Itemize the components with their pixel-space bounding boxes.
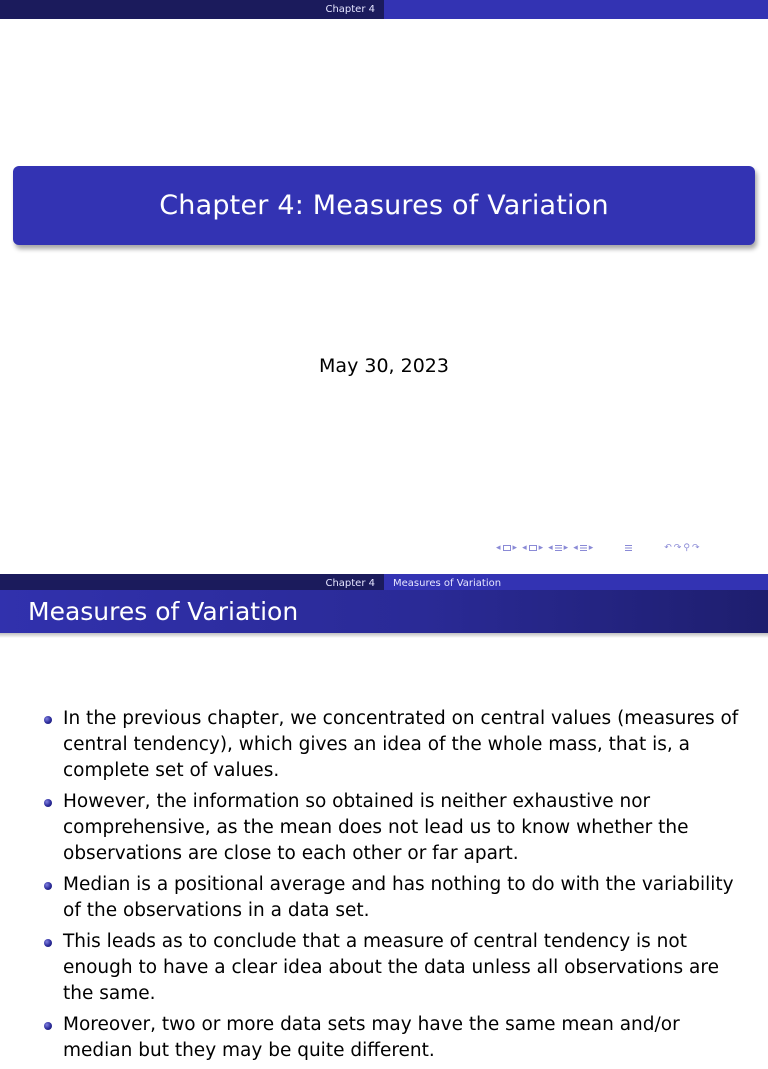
headline-subsection[interactable]: Measures of Variation bbox=[393, 578, 502, 589]
bullet-icon bbox=[44, 939, 52, 947]
headline-section[interactable]: Chapter 4 bbox=[325, 578, 375, 589]
bullet-icon bbox=[44, 716, 52, 724]
forward-icon: ↷ bbox=[673, 542, 682, 553]
navigation-symbols bbox=[496, 541, 699, 555]
bullet-text: This leads as to conclude that a measure of central tendency is not enough to have a clear idea about the data unless all observations are the same. bbox=[63, 931, 719, 1004]
slide-icon bbox=[503, 545, 511, 551]
bullet-text: However, the information so obtained is neither exhaustive nor comprehensive, as the mean does not lead us to know whether the observations are close to each other or far apart. bbox=[63, 791, 689, 864]
frame-title-bar bbox=[0, 590, 768, 633]
nav-document[interactable] bbox=[625, 545, 632, 552]
nav-subsection-arrows[interactable]: ◂ ▸ bbox=[548, 542, 569, 553]
list-item bbox=[42, 706, 754, 784]
section-icon bbox=[580, 545, 587, 552]
nav-slide-arrows[interactable]: ◂ ▸ bbox=[496, 542, 518, 553]
bullet-text: Median is a positional average and has nothing to do with the variability of the observations in a data set. bbox=[63, 874, 734, 921]
list-item bbox=[42, 789, 754, 867]
bullet-text: In the previous chapter, we concentrated on central values (measures of central tendency), which gives an idea of the whole mass, that is, a complete set of values. bbox=[63, 708, 739, 781]
presentation-date: May 30, 2023 bbox=[319, 355, 449, 377]
headline-section[interactable]: Chapter 4 bbox=[325, 4, 375, 15]
list-item bbox=[42, 1012, 754, 1064]
list-item bbox=[42, 872, 754, 924]
bullet-text: Moreover, two or more data sets may have the same mean and/or median but they may be quite different. bbox=[63, 1014, 680, 1061]
frame-title: Measures of Variation bbox=[28, 597, 299, 626]
forward-search-icon: ↷ bbox=[691, 542, 700, 553]
nav-back-forward-search[interactable] bbox=[664, 544, 699, 553]
back-icon: ↶ bbox=[664, 542, 672, 553]
list-item bbox=[42, 929, 754, 1007]
headline-bar bbox=[0, 0, 768, 19]
bullet-list bbox=[42, 706, 754, 1069]
search-icon: ⚲ bbox=[683, 542, 690, 553]
nav-frame-arrows[interactable]: ◂ ▸ bbox=[522, 542, 544, 553]
content-slide bbox=[0, 560, 768, 1061]
frame-icon bbox=[529, 545, 537, 551]
title-block bbox=[13, 166, 755, 245]
bullet-icon bbox=[44, 1022, 52, 1030]
document-icon bbox=[625, 545, 632, 552]
presentation-title: Chapter 4: Measures of Variation bbox=[159, 190, 609, 221]
subsection-icon bbox=[555, 545, 562, 552]
bullet-icon bbox=[44, 799, 52, 807]
bullet-icon bbox=[44, 882, 52, 890]
nav-section-arrows[interactable]: ◂ ▸ bbox=[573, 542, 594, 553]
